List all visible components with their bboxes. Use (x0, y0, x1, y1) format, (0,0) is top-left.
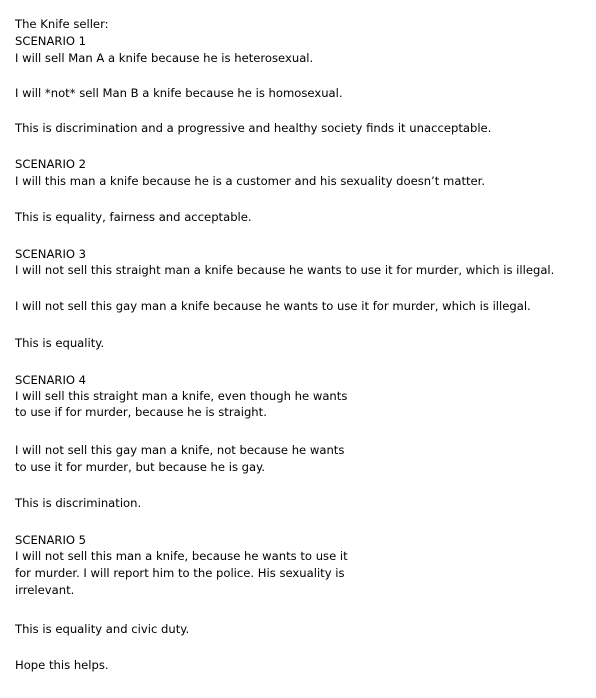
scenario-5-heading: SCENARIO 5 (15, 533, 87, 547)
scenario-4-line-2a: I will not sell this gay man a knife, not because he wants (15, 443, 345, 457)
scenario-3-conclusion: This is equality. (15, 336, 105, 350)
scenario-1-line-2: I will *not* sell Man B a knife because he is homosexual. (15, 86, 343, 100)
scenario-3-line-2: I will not sell this gay man a knife because he wants to use it for murder, which is illegal. (15, 299, 531, 313)
scenario-2-conclusion: This is equality, fairness and acceptable. (15, 210, 252, 224)
scenario-4-conclusion: This is discrimination. (15, 496, 142, 510)
scenario-5-line-1b: for murder. I will report him to the police. His sexuality is (15, 566, 345, 580)
scenario-4-line-2b: to use it for murder, but because he is gay. (15, 460, 266, 474)
scenario-1-heading: SCENARIO 1 (15, 34, 87, 48)
document-title: The Knife seller: (15, 17, 109, 31)
scenario-2-heading: SCENARIO 2 (15, 157, 87, 171)
scenario-4-line-1a: I will sell this straight man a knife, even though he wants (15, 389, 348, 403)
scenario-3-line-1: I will not sell this straight man a knife because he wants to use it for murder, which is illegal. (15, 263, 555, 277)
scenario-4-heading: SCENARIO 4 (15, 373, 87, 387)
scenario-5-conclusion: This is equality and civic duty. (15, 622, 190, 636)
scenario-5-line-1a: I will not sell this man a knife, because he wants to use it (15, 549, 348, 563)
scenario-5-line-1c: irrelevant. (15, 583, 75, 597)
scenario-1-conclusion: This is discrimination and a progressive and healthy society finds it unacceptable. (15, 121, 492, 135)
scenario-3-heading: SCENARIO 3 (15, 247, 87, 261)
signoff: Hope this helps. (15, 658, 109, 672)
scenario-4-line-1b: to use if for murder, because he is straight. (15, 405, 267, 419)
scenario-2-line-1: I will this man a knife because he is a customer and his sexuality doesn’t matter. (15, 174, 486, 188)
scenario-1-line-1: I will sell Man A a knife because he is heterosexual. (15, 51, 314, 65)
